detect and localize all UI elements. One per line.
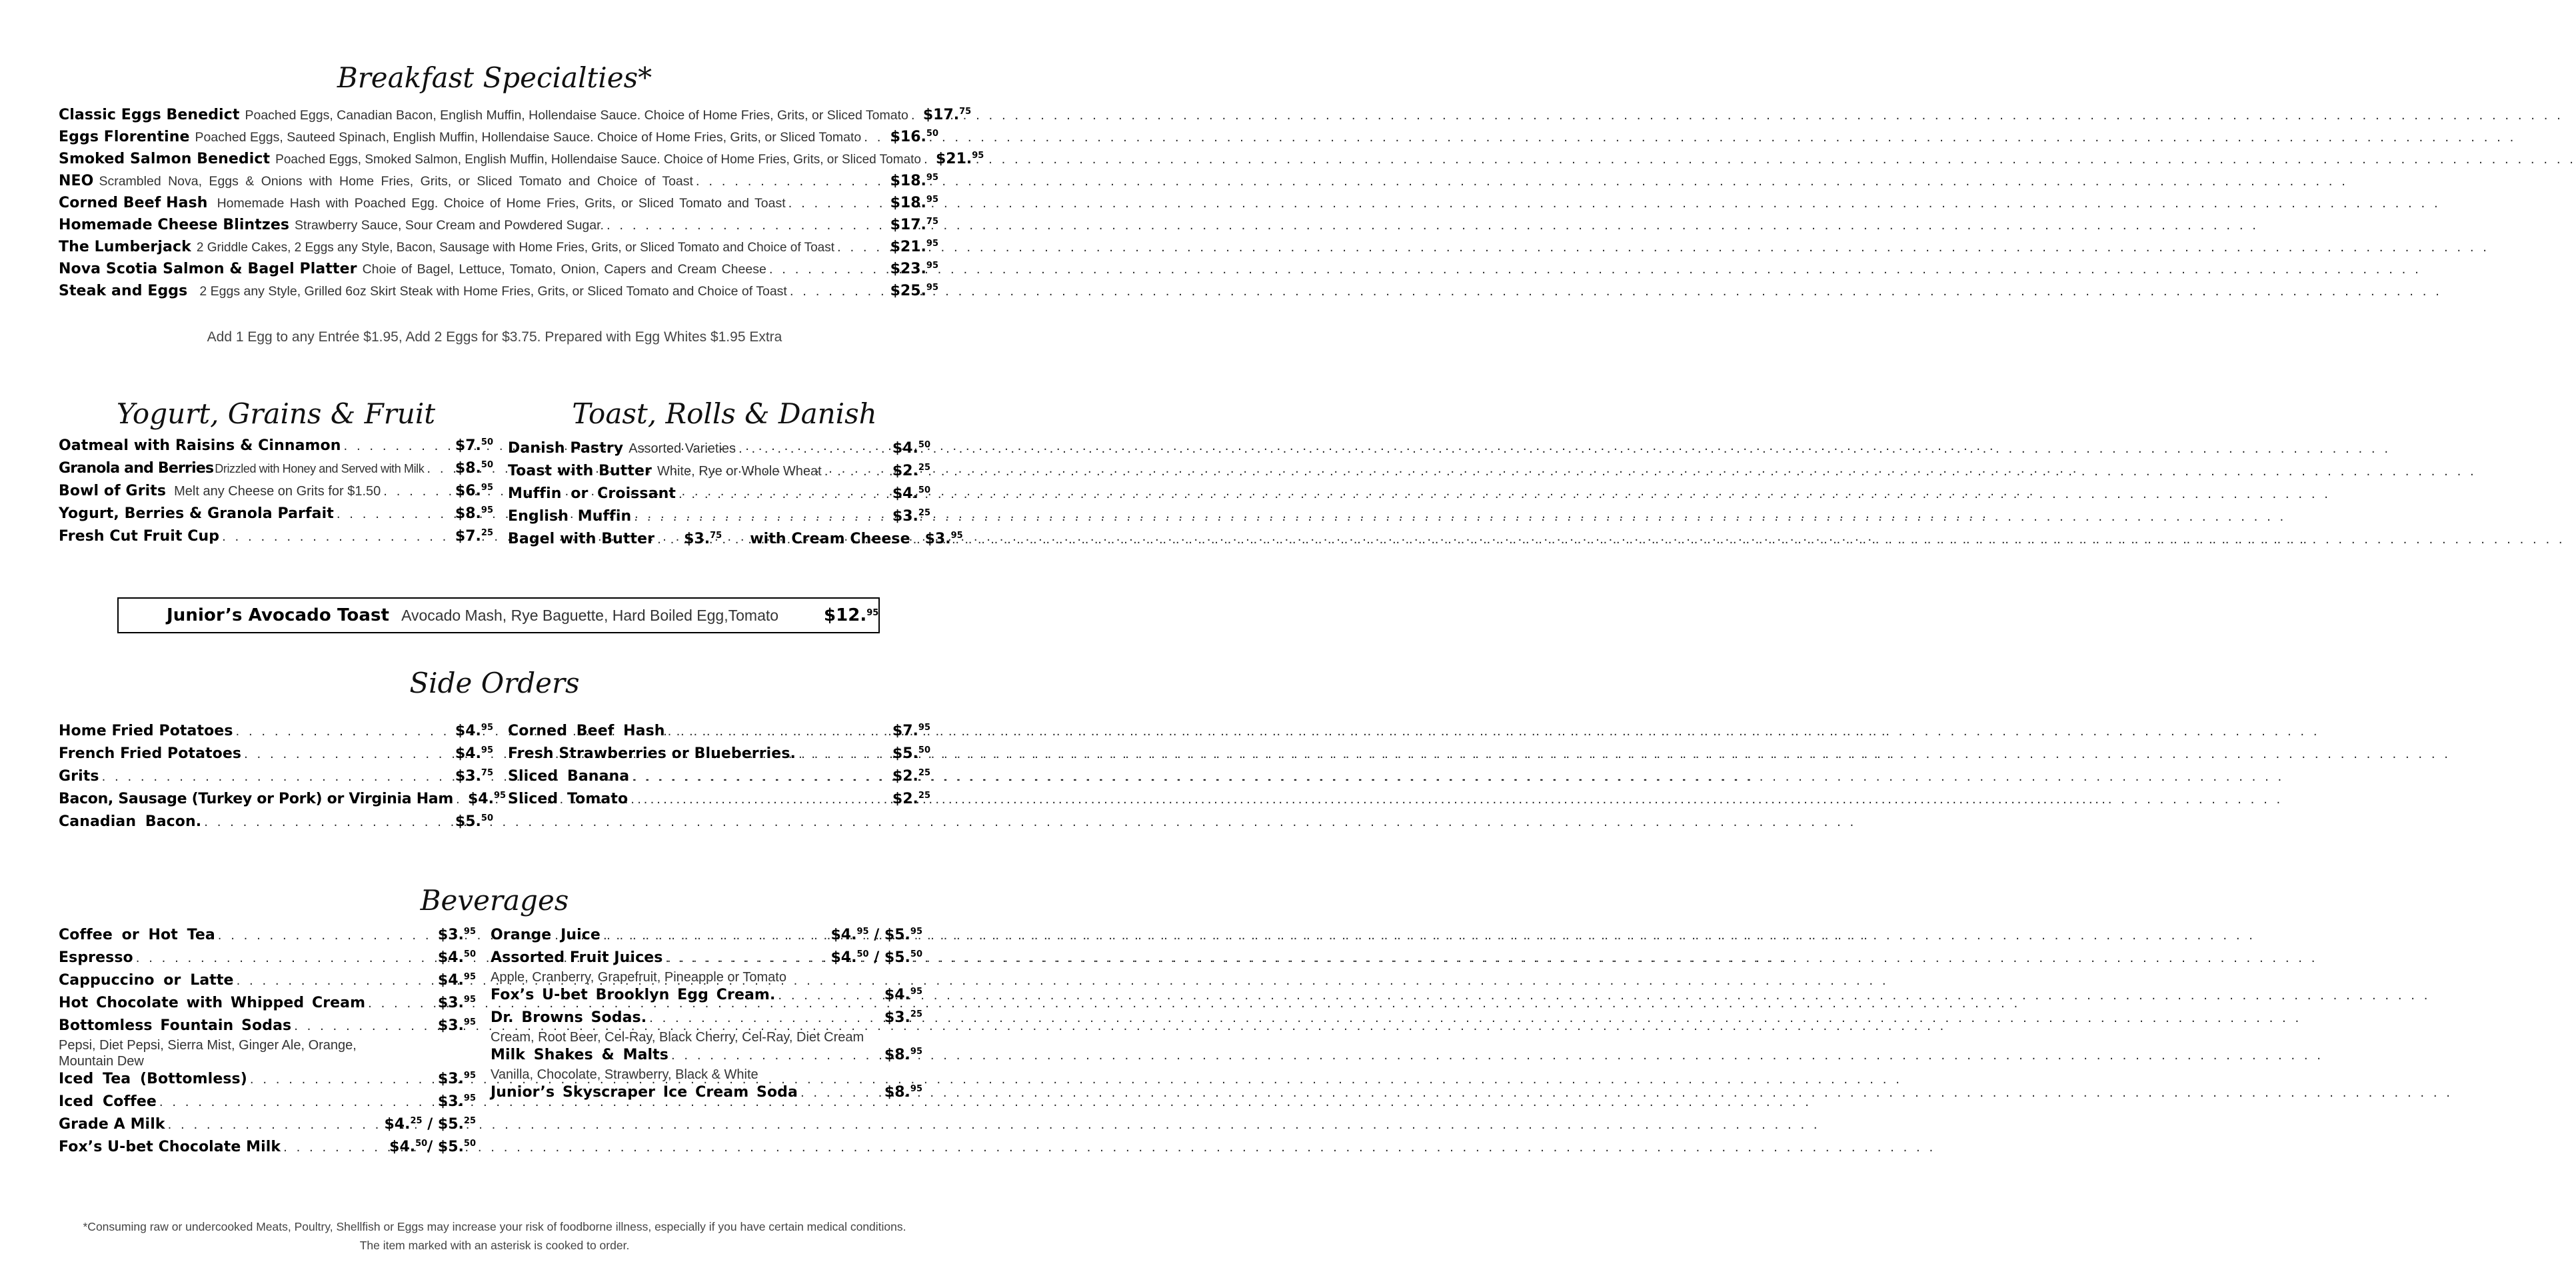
item-price: $3.75 (455, 768, 493, 785)
menu-item (491, 1047, 922, 1069)
leader-dots (631, 793, 890, 807)
item-price: $4.50 (437, 949, 476, 966)
item-price: $4.50 (892, 485, 930, 502)
item-name: Corned Beef Hash (508, 723, 665, 739)
item-desc: Drizzled with Honey and Served with Milk (215, 462, 425, 475)
item-price: $12.95 (824, 605, 879, 625)
menu-item (491, 949, 922, 972)
menu-item (59, 505, 493, 528)
item-desc: Homemade Hash with Poached Egg. Choice of Home Fries, Grits, or Sliced Tomato and Toast (217, 196, 786, 211)
leader-dots (294, 1019, 435, 1033)
item-desc: Melt any Cheese on Grits for $1.50 (174, 484, 381, 499)
item-price: $3.95 (437, 1071, 476, 1087)
item-name: Toast with Butter (508, 463, 652, 479)
item-price: $4.50/ $5.50 (389, 1139, 476, 1155)
menu-item (491, 927, 922, 949)
leader-dots (456, 793, 465, 807)
leader-dots (824, 465, 890, 479)
leader-dots (236, 725, 453, 739)
menu-item (59, 723, 493, 745)
item-price: $2.25 (892, 463, 930, 479)
menu-item (59, 151, 984, 173)
menu-item (59, 528, 493, 551)
menu-item (59, 217, 938, 239)
item-price: $4.50 / $5.50 (830, 949, 922, 966)
menu-item (59, 195, 938, 217)
leader-dots (368, 997, 435, 1011)
item-name: Sliced Tomato (508, 791, 629, 807)
menu-item (59, 283, 938, 305)
item-price: $3.25 (884, 1009, 922, 1026)
menu-item (59, 1071, 476, 1093)
item-name: Coffee or Hot Tea (59, 927, 215, 943)
item-price: $3.95 (437, 1093, 476, 1110)
menu-item (59, 791, 507, 813)
item-name: Nova Scotia Salmon & Bagel Platter (59, 261, 357, 277)
leader-dots (657, 533, 681, 547)
item-name: Hot Chocolate with Whipped Cream (59, 995, 366, 1011)
item-price: $3.95 (437, 995, 476, 1011)
menu-item (59, 1139, 476, 1161)
item-sub-desc: Vanilla, Chocolate, Strawberry, Black & White (491, 1067, 758, 1082)
leader-dots (649, 1011, 882, 1025)
item-name: Fresh Strawberries or Blueberries. (508, 745, 796, 762)
leader-dots (427, 462, 453, 476)
item-name-alt: with Cream Cheese (750, 531, 910, 547)
toast-title: Toast, Rolls & Danish (572, 397, 877, 430)
item-name: Milk Shakes & Malts (491, 1047, 668, 1063)
item-name: Assorted Fruit Juices (491, 949, 663, 966)
leader-dots (911, 109, 920, 123)
item-name: Danish Pastry (508, 440, 624, 457)
item-price: $21.95 (935, 151, 984, 167)
item-name: Muffin or Croissant (508, 485, 676, 502)
item-price: $3.75 (684, 531, 722, 547)
item-sub-desc: Cream, Root Beer, Cel-Ray, Black Cherry, Cel-Ray, Diet Cream (491, 1030, 864, 1045)
item-desc: 2 Griddle Cakes, 2 Eggs any Style, Bacon, Sausage with Home Fries, Grits, or Sliced Tomato and Choice of Toast (196, 241, 834, 255)
menu-item (59, 927, 476, 949)
leader-dots (159, 1095, 435, 1109)
item-price: $8.95 (455, 505, 493, 522)
menu-item (491, 1084, 922, 1107)
leader-dots (218, 929, 435, 943)
item-desc: 2 Eggs any Style, Grilled 6oz Skirt Steak with Home Fries, Grits, or Sliced Tomato and Choice of Toast (199, 284, 787, 299)
item-name: Grits (59, 768, 99, 785)
item-name: Espresso (59, 949, 133, 966)
item-price: $2.25 (892, 768, 930, 785)
menu-item (59, 813, 493, 836)
item-price: $2.25 (892, 791, 930, 807)
leader-dots (798, 747, 890, 761)
item-price: $16.50 (890, 129, 938, 145)
yogurt-title: Yogurt, Grains & Fruit (116, 397, 436, 430)
menu-item (508, 463, 930, 485)
item-desc: White, Rye or Whole Wheat (656, 464, 822, 479)
item-price: $4.95 / $5.95 (830, 927, 922, 943)
menu-item (59, 745, 493, 768)
leader-dots (607, 219, 888, 233)
item-sub-desc: Pepsi, Diet Pepsi, Sierra Mist, Ginger Ale, Orange, Mountain Dew (59, 1038, 357, 1069)
yogurt-list (59, 437, 493, 551)
leader-dots (283, 1141, 387, 1155)
item-price: $17.75 (890, 217, 938, 233)
item-name: Home Fried Potatoes (59, 723, 233, 739)
menu-item (508, 485, 930, 508)
egg-addon-note: Add 1 Egg to any Entrée $1.95, Add 2 Eggs for $3.75. Prepared with Egg Whites $1.95 Extra (207, 329, 782, 345)
menu-item (59, 1017, 476, 1040)
leader-dots (678, 487, 890, 501)
leader-dots (237, 974, 435, 988)
menu-item (59, 173, 938, 195)
menu-item (59, 437, 493, 460)
item-desc: Poached Eggs, Sauteed Spinach, English Muffin, Hollendaise Sauce. Choice of Home Fries, Grits, or Sliced Tomato (195, 130, 862, 145)
item-name: Cappuccino or Latte (59, 972, 234, 989)
leader-dots (913, 533, 922, 547)
item-desc: Choie of Bagel, Lettuce, Tomato, Onion, Capers and Cream Cheese (362, 262, 766, 277)
menu-item (491, 1009, 922, 1032)
leader-dots (222, 530, 453, 544)
leader-dots (924, 153, 933, 167)
sides-title: Side Orders (409, 667, 580, 699)
menu-item (508, 768, 930, 791)
menu-item (59, 483, 493, 505)
leader-dots (102, 770, 453, 784)
item-name: French Fried Potatoes (59, 745, 242, 762)
item-price: $4.95 (467, 791, 507, 807)
item-price: $5.50 (892, 745, 930, 762)
menu-item (508, 723, 930, 745)
leader-dots (788, 197, 888, 211)
beverages-title: Beverages (420, 884, 569, 917)
item-price: $8.95 (884, 1084, 922, 1101)
leader-dots (344, 439, 453, 453)
item-price: $4.50 (892, 440, 930, 457)
item-price: $25.95 (890, 283, 938, 299)
item-price: $18.95 (890, 195, 938, 211)
item-name: Junior’s Skyscraper Ice Cream Soda (491, 1084, 798, 1101)
leader-dots (204, 815, 453, 829)
menu-item (491, 987, 922, 1009)
leader-dots (136, 951, 435, 965)
item-price: $4.95 (455, 723, 493, 739)
item-name: Orange Juice (491, 927, 601, 943)
leader-dots (665, 951, 828, 965)
item-name: Steak and Eggs (59, 283, 188, 299)
menu-item (59, 1116, 476, 1139)
item-name: Iced Coffee (59, 1093, 157, 1110)
item-desc: Strawberry Sauce, Sour Cream and Powdered Sugar. (295, 218, 604, 233)
item-name: Bacon, Sausage (Turkey or Pork) or Virginia Ham (59, 791, 453, 807)
disclaimer-line-1: *Consuming raw or undercooked Meats, Poultry, Shellfish or Eggs may increase your risk of foodborne illness, especially if you have certain medical conditions. (83, 1220, 906, 1233)
item-desc: Poached Eggs, Smoked Salmon, English Muffin, Hollendaise Sauce. Choice of Home Fries, Grits, or Sliced Tomato (275, 153, 921, 167)
beverages-right-list (491, 927, 922, 1107)
item-name: Oatmeal with Raisins & Cinnamon (59, 437, 341, 454)
item-price: $4.95 (884, 987, 922, 1003)
item-name: Bottomless Fountain Sodas (59, 1017, 292, 1034)
leader-dots (837, 241, 888, 255)
item-price: $3.95 (437, 1017, 476, 1034)
item-name: Homemade Cheese Blintzes (59, 217, 290, 233)
menu-item (59, 129, 938, 151)
leader-dots (383, 485, 453, 499)
leader-dots (168, 1118, 382, 1132)
item-name: Sliced Banana (508, 768, 630, 785)
leader-dots (244, 747, 453, 761)
item-name: Canadian Bacon. (59, 813, 202, 830)
item-price: $7.95 (892, 723, 930, 739)
sides-right-list (508, 723, 930, 813)
item-price: $21.95 (890, 239, 938, 255)
item-name: The Lumberjack (59, 239, 191, 255)
item-name: Yogurt, Berries & Granola Parfait (59, 505, 334, 522)
menu-item (59, 949, 476, 972)
item-price: $18.95 (890, 173, 938, 189)
leader-dots (769, 263, 888, 277)
menu-item (59, 1093, 476, 1116)
leader-dots (790, 285, 888, 299)
item-price: $17.75 (922, 107, 972, 123)
menu-item (59, 261, 938, 283)
item-name: Fox’s U-bet Brooklyn Egg Cream. (491, 987, 776, 1003)
avocado-toast-feature (117, 597, 880, 633)
leader-dots (778, 989, 882, 1003)
leader-dots (603, 929, 828, 943)
item-name: Bowl of Grits (59, 483, 167, 499)
menu-item (59, 239, 938, 261)
item-name: Bagel with Butter (508, 531, 655, 547)
breakfast-title: Breakfast Specialties* (337, 61, 652, 94)
leader-dots (250, 1073, 435, 1087)
item-name: Granola and Berries (59, 460, 214, 477)
item-name: Dr. Browns Sodas. (491, 1009, 647, 1026)
menu-item (508, 508, 930, 531)
menu-item (59, 107, 972, 129)
item-price: $7.25 (455, 528, 493, 545)
menu-item (508, 531, 963, 553)
menu-item (59, 768, 493, 791)
leader-dots (337, 507, 453, 521)
item-price: $4.95 (455, 745, 493, 762)
item-price: $8.50 (455, 460, 493, 477)
item-price: $4.95 (437, 972, 476, 989)
leader-dots (671, 1049, 882, 1063)
item-name: English Muffin (508, 508, 632, 525)
leader-dots (864, 131, 887, 145)
item-desc: Scrambled Nova, Eggs & Onions with Home Fries, Grits, or Sliced Tomato and Choice of Toast (99, 174, 693, 189)
item-price: $8.95 (884, 1047, 922, 1063)
beverages-left-list (59, 927, 476, 1161)
item-price: $4.25 / $5.25 (384, 1116, 476, 1133)
leader-dots (696, 175, 888, 189)
item-price: $3.95 (437, 927, 476, 943)
item-name: Corned Beef Hash (59, 195, 208, 211)
leader-dots (632, 770, 890, 784)
item-name: Grade A Milk (59, 1116, 165, 1133)
menu-item (508, 791, 930, 813)
item-name: Fox’s U-bet Chocolate Milk (59, 1139, 281, 1155)
menu-item (59, 972, 476, 995)
item-price: $7.50 (455, 437, 493, 454)
toast-list (508, 440, 963, 553)
menu-item (508, 745, 930, 768)
leader-dots (738, 442, 890, 456)
menu-item (59, 995, 476, 1017)
disclaimer-line-2: The item marked with an asterisk is cooked to order. (359, 1239, 630, 1252)
menu-item (59, 460, 493, 483)
item-name: Smoked Salmon Benedict (59, 151, 271, 167)
item-sub-desc: Apple, Cranberry, Grapefruit, Pineapple or Tomato (491, 970, 786, 985)
leader-dots (634, 510, 890, 524)
item-desc: Avocado Mash, Rye Baguette, Hard Boiled Egg,Tomato (401, 606, 779, 624)
item-desc: Poached Eggs, Canadian Bacon, English Muffin, Hollendaise Sauce. Choice of Home Fries, Grits, or Sliced Tomato (245, 108, 908, 123)
item-name: Junior’s Avocado Toast (167, 605, 390, 625)
food-safety-disclaimer (0, 1217, 989, 1255)
item-name: NEO (59, 173, 94, 189)
item-name: Iced Tea (Bottomless) (59, 1071, 247, 1087)
item-name: Eggs Florentine (59, 129, 190, 145)
leader-dots (800, 1086, 882, 1100)
item-price: $3.25 (892, 508, 930, 525)
item-price: $23.95 (890, 261, 938, 277)
item-name: Fresh Cut Fruit Cup (59, 528, 220, 545)
sides-left-list (59, 723, 507, 836)
item-price: $6.95 (455, 483, 493, 499)
leader-dots (668, 725, 890, 739)
menu-item (508, 440, 930, 463)
item-price: $5.50 (455, 813, 493, 830)
breakfast-list (59, 107, 984, 305)
item-desc: Assorted Varieties (629, 441, 736, 456)
item-name: Classic Eggs Benedict (59, 107, 240, 123)
item-price-alt: $3.95 (924, 531, 963, 547)
